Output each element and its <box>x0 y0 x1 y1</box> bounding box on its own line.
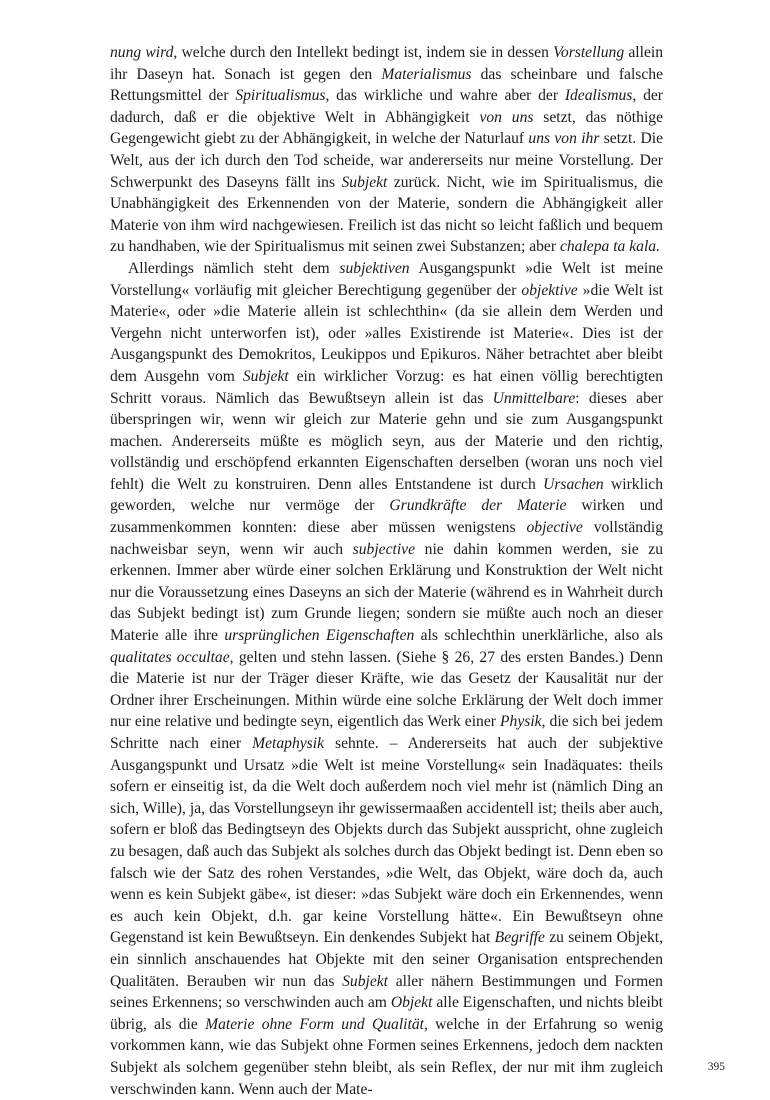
paragraph <box>110 42 663 258</box>
text-run: , die sich bei jedem Schritte nach einer <box>110 713 663 752</box>
text-run: als schlechthin unerklärliche, also als <box>414 627 663 645</box>
italic-text-run: Objekt <box>390 994 433 1012</box>
italic-text-run: Subjekt <box>341 173 388 191</box>
text-run: alle Eigenschaften, und nichts bleibt übrig, als die <box>110 994 663 1033</box>
text-run: allein ihr Daseyn hat. Sonach ist gegen den <box>110 44 663 83</box>
paragraph <box>110 258 663 1100</box>
text-run: wirklich geworden, welche nur vermöge der <box>110 475 663 515</box>
text-run: setzt. Die Welt, aus der ich durch den Tod scheide, war andererseits nur meine Vorstellung. Der Schwerpunkt des Daseyns fällt ins <box>110 130 663 191</box>
italic-text-run: Ursachen <box>543 475 604 493</box>
text-run: ein wirklicher Vorzug: es hat einen völlig berechtigten Schritt voraus. Nämlich das Bewußtseyn allein ist das <box>110 367 664 407</box>
italic-text-run: Begriffe <box>494 929 545 947</box>
text-run: aller nähern Bestimmungen und Formen seines Erkennens; so verschwinden auch am <box>110 972 663 1012</box>
italic-text-run: subjective <box>352 540 416 558</box>
text-run: setzt, das nöthige Gegengewicht giebt zu der Abhängigkeit, in welche der Naturlauf <box>110 108 663 148</box>
italic-text-run: chalepa ta kala. <box>559 238 660 256</box>
italic-text-run: subjektiven <box>339 259 410 277</box>
italic-text-run: objective <box>526 519 583 537</box>
text-run: nie dahin kommen werden, sie zu erkennen. Immer aber würde einer solchen Erklärung und Konstruktion der Welt nicht nur die Voraussetzung eines Daseyns an sich der Materie (während es in Wahrheit durch das Subjekt bedingt ist) zum Grunde liegen; sondern sie müßte auch noch an dieser Materie alle ihre <box>110 540 663 645</box>
text-run: wirken und zusammenkommen konnten: diese aber müssen wenigstens <box>110 497 663 537</box>
italic-text-run: Unmittelbare <box>492 389 576 407</box>
text-run: sehnte. – Andererseits hat auch der subjektive Ausgangspunkt und Ursatz »die Welt ist meine Vorstellung« sein Inadäquates: theils sofern er einseitig ist, da die Welt doch außerdem noch viel mehr ist (nämlich Ding an sich, Wille), ja, das Vorstellungseyn ihr gewissermaaßen accidentell ist; theils aber auch, sofern er bloß das Bedingtseyn des Objekts durch das Subjekt ausspricht, ohne zugleich zu besagen, daß auch das Subjekt als solches durch das Objekt bedingt ist. Denn eben so falsch wie der Satz des rohen Verstandes, »die Welt, das Objekt, wäre doch da, auch wenn es kein Subjekt gäbe«, ist dieser: »das Subjekt wäre doch ein Erkennendes, wenn es auch kein Objekt, d.h. gar keine Vorstellung hätte«. Ein Bewußtseyn ohne Gegenstand ist kein Bewußtseyn. Ein denkendes Subjekt hat <box>110 735 663 947</box>
italic-text-run: von uns <box>479 108 534 126</box>
italic-text-run: Materie ohne Form und Qualität <box>205 1015 424 1033</box>
italic-text-run: Grundkräfte der Materie <box>389 497 567 515</box>
text-run: zu seinem Objekt, ein sinnlich anschauendes hat Objekte mit den seiner Organisation entsprechenden Qualitäten. Berauben wir nun das <box>110 929 663 990</box>
italic-text-run: objektive <box>521 281 578 299</box>
italic-text-run: Metaphysik <box>252 735 324 752</box>
text-run: vollständig nachweisbar seyn, wenn wir auch <box>110 519 664 558</box>
italic-text-run: Vorstellung <box>553 44 625 61</box>
text-run: Allerdings nämlich steht dem <box>128 259 340 277</box>
text-run: , welche durch den Intellekt bedingt ist, indem sie in dessen <box>173 44 554 61</box>
text-run: Ausgangspunkt »die Welt ist meine Vorstellung« vorläufig mit gleicher Berechtigung gegenüber der <box>110 259 663 299</box>
italic-text-run: Materialismus <box>381 65 472 83</box>
page-number: 395 <box>707 1061 725 1073</box>
text-run: das scheinbare und falsche Rettungsmittel der <box>110 65 663 105</box>
italic-text-run: Spiritualismus <box>235 87 326 105</box>
text-run: »die Welt ist Materie«, oder »die Materie allein ist schlechthin« (da sie allein dem Werden und Vergehn nicht unterworfen ist), oder »alles Existirende ist Materie«. Dies ist der Ausgangspunkt des Demokritos, Leukippos und Epikuros. Näher betrachtet aber bleibt dem Ausgehn vom <box>110 281 663 385</box>
text-run: : dieses aber überspringen wir, wenn wir gleich zur Materie gehn und sie zum Ausgangspunkt machen. Andererseits müßte es möglich seyn, aus der Materie und den richtig, vollständig und erschöpfend erkannten Eigenschaften derselben (woran uns noch viel fehlt) die Welt zu konstruiren. Denn alles Entstandene ist durch <box>110 389 663 493</box>
text-run: zurück. Nicht, wie im Spiritualismus, die Unabhängigkeit des Erkennenden von der Materie, sondern die Abhängigkeit aller Materie von ihm wird nachgewiesen. Freilich ist das nicht so leicht faßlich und bequem zu handhaben, wie der Spiritualismus mit seinen zwei Substanzen; aber <box>110 173 663 256</box>
text-run: , der dadurch, daß er die objektive Welt in Abhängigkeit <box>110 87 663 126</box>
italic-text-run: ursprünglichen Eigenschaften <box>224 627 415 645</box>
italic-text-run: Idealismus <box>564 87 633 105</box>
italic-text-run: qualitates occultae <box>110 648 230 666</box>
italic-text-run: nung wird <box>110 44 174 61</box>
italic-text-run: Subjekt <box>342 972 388 990</box>
italic-text-run: uns von ihr <box>528 130 600 148</box>
text-run: , welche in der Erfahrung so wenig vorkommen kann, wie das Subjekt ohne Formen seines Erkennens, jedoch dem nackten Subjekt als solchem gegenüber stehn bleibt, als sein Reflex, der nur mit ihm zugleich verschwinden kann. Wenn auch der Mate- <box>110 1015 663 1098</box>
italic-text-run: Physik <box>500 713 542 731</box>
text-run: , gelten und stehn lassen. (Siehe § 26, 27 des ersten Bandes.) Denn die Materie ist nur der Träger dieser Kräfte, wie das Gesetz der Kausalität nur der Ordner ihrer Erscheinungen. Mithin würde eine solche Erklärung der Welt doch immer nur eine relative und bedingte seyn, eigentlich das Werk einer <box>110 648 663 731</box>
italic-text-run: Subjekt <box>242 367 289 385</box>
text-block <box>110 42 663 1100</box>
text-run: , das wirkliche und wahre aber der <box>325 87 565 105</box>
